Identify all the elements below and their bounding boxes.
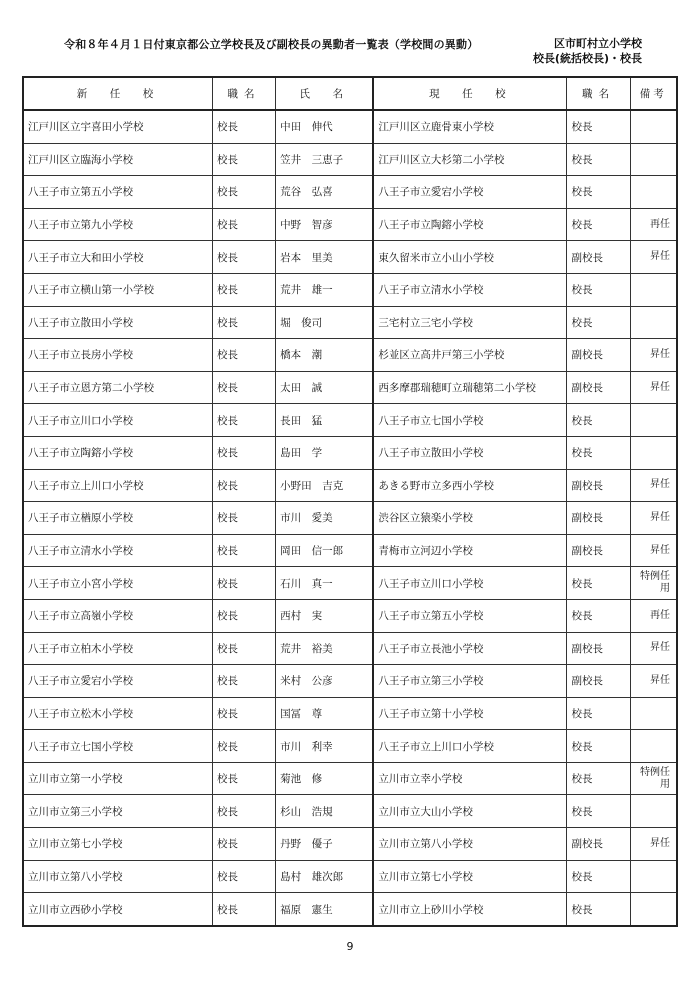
note-cell	[630, 143, 677, 176]
current-position-cell: 校長	[567, 306, 630, 339]
table-row	[23, 273, 677, 306]
current-school-cell: 西多摩郡瑞穂町立瑞穂第二小学校	[373, 371, 567, 404]
new-school-cell: 立川市立第一小学校	[23, 762, 212, 795]
table-row	[23, 436, 677, 469]
new-position-cell: 校長	[212, 110, 275, 143]
table-row	[23, 599, 677, 632]
current-position-cell: 校長	[567, 404, 630, 437]
note-cell: 昇任	[630, 665, 677, 698]
note-cell	[630, 730, 677, 763]
note-cell: 昇任	[630, 339, 677, 372]
name-cell: 岩本 里美	[276, 241, 374, 274]
current-school-cell: 立川市立第八小学校	[373, 828, 567, 861]
new-school-cell: 立川市立第八小学校	[23, 860, 212, 893]
subtitle-school-type: 区市町村立小学校	[554, 37, 642, 50]
new-position-cell: 校長	[212, 730, 275, 763]
header-new-position: 職名	[212, 77, 275, 110]
table-row	[23, 143, 677, 176]
name-cell: 国冨 尊	[276, 697, 374, 730]
name-cell: 島田 学	[276, 436, 374, 469]
table-row	[23, 762, 677, 795]
current-school-cell: 八王子市立愛宕小学校	[373, 176, 567, 209]
current-school-cell: 八王子市立第三小学校	[373, 665, 567, 698]
table-row	[23, 306, 677, 339]
current-position-cell: 副校長	[567, 502, 630, 535]
name-cell: 市川 愛美	[276, 502, 374, 535]
table-row	[23, 534, 677, 567]
new-position-cell: 校長	[212, 241, 275, 274]
note-cell: 昇任	[630, 502, 677, 535]
table-row	[23, 208, 677, 241]
current-position-cell: 校長	[567, 176, 630, 209]
new-position-cell: 校長	[212, 860, 275, 893]
current-position-cell: 校長	[567, 893, 630, 926]
new-position-cell: 校長	[212, 697, 275, 730]
new-position-cell: 校長	[212, 404, 275, 437]
document-title: 令和８年４月１日付東京都公立学校長及び副校長の異動者一覧表（学校間の異動）	[64, 38, 479, 51]
current-school-cell: 八王子市立川口小学校	[373, 567, 567, 600]
new-position-cell: 校長	[212, 143, 275, 176]
new-school-cell: 八王子市立七国小学校	[23, 730, 212, 763]
current-school-cell: 八王子市立長池小学校	[373, 632, 567, 665]
note-cell	[630, 404, 677, 437]
new-school-cell: 江戸川区立臨海小学校	[23, 143, 212, 176]
new-school-cell: 立川市立第三小学校	[23, 795, 212, 828]
header-note: 備考	[630, 77, 677, 110]
table-row	[23, 110, 677, 143]
table-row	[23, 371, 677, 404]
current-position-cell: 校長	[567, 730, 630, 763]
current-position-cell: 校長	[567, 208, 630, 241]
current-school-cell: 渋谷区立猿楽小学校	[373, 502, 567, 535]
note-cell: 再任	[630, 599, 677, 632]
new-school-cell: 八王子市立横山第一小学校	[23, 273, 212, 306]
document-subtitle	[533, 36, 642, 66]
note-cell	[630, 273, 677, 306]
new-school-cell: 八王子市立高嶺小学校	[23, 599, 212, 632]
note-cell	[630, 436, 677, 469]
current-position-cell: 副校長	[567, 469, 630, 502]
note-cell	[630, 795, 677, 828]
new-position-cell: 校長	[212, 567, 275, 600]
new-school-cell: 八王子市立長房小学校	[23, 339, 212, 372]
note-cell: 再任	[630, 208, 677, 241]
name-cell: 橋本 潮	[276, 339, 374, 372]
new-position-cell: 校長	[212, 795, 275, 828]
note-cell: 特例任用	[630, 762, 677, 795]
current-position-cell: 校長	[567, 860, 630, 893]
name-cell: 荒谷 弘喜	[276, 176, 374, 209]
new-position-cell: 校長	[212, 436, 275, 469]
table-row	[23, 176, 677, 209]
note-cell: 昇任	[630, 241, 677, 274]
page-number: 9	[346, 940, 354, 953]
table-row	[23, 632, 677, 665]
new-school-cell: 八王子市立散田小学校	[23, 306, 212, 339]
name-cell: 石川 真一	[276, 567, 374, 600]
name-cell: 中野 智彦	[276, 208, 374, 241]
current-position-cell: 副校長	[567, 828, 630, 861]
current-position-cell: 副校長	[567, 665, 630, 698]
current-position-cell: 校長	[567, 273, 630, 306]
current-school-cell: 青梅市立河辺小学校	[373, 534, 567, 567]
name-cell: 荒井 裕美	[276, 632, 374, 665]
table-row	[23, 730, 677, 763]
new-school-cell: 八王子市立川口小学校	[23, 404, 212, 437]
new-school-cell: 八王子市立第九小学校	[23, 208, 212, 241]
header-current-school: 現 任 校	[373, 77, 567, 110]
new-position-cell: 校長	[212, 534, 275, 567]
new-school-cell: 八王子市立陶鎔小学校	[23, 436, 212, 469]
table-header-row	[23, 77, 677, 110]
name-cell: 福原 憲生	[276, 893, 374, 926]
note-cell	[630, 306, 677, 339]
current-school-cell: 八王子市立散田小学校	[373, 436, 567, 469]
current-position-cell: 校長	[567, 762, 630, 795]
table-row	[23, 567, 677, 600]
new-school-cell: 八王子市立大和田小学校	[23, 241, 212, 274]
new-school-cell: 八王子市立第五小学校	[23, 176, 212, 209]
new-school-cell: 八王子市立上川口小学校	[23, 469, 212, 502]
current-school-cell: 八王子市立清水小学校	[373, 273, 567, 306]
current-position-cell: 副校長	[567, 241, 630, 274]
current-school-cell: 立川市立大山小学校	[373, 795, 567, 828]
current-position-cell: 校長	[567, 567, 630, 600]
new-school-cell: 八王子市立楢原小学校	[23, 502, 212, 535]
current-position-cell: 副校長	[567, 534, 630, 567]
note-cell: 特例任用	[630, 567, 677, 600]
new-school-cell: 立川市立西砂小学校	[23, 893, 212, 926]
note-cell: 昇任	[630, 828, 677, 861]
current-position-cell: 副校長	[567, 371, 630, 404]
new-position-cell: 校長	[212, 273, 275, 306]
note-cell	[630, 893, 677, 926]
note-cell: 昇任	[630, 469, 677, 502]
new-position-cell: 校長	[212, 371, 275, 404]
new-position-cell: 校長	[212, 502, 275, 535]
current-school-cell: 立川市立上砂川小学校	[373, 893, 567, 926]
new-school-cell: 八王子市立柏木小学校	[23, 632, 212, 665]
new-position-cell: 校長	[212, 828, 275, 861]
new-school-cell: 八王子市立恩方第二小学校	[23, 371, 212, 404]
new-school-cell: 江戸川区立宇喜田小学校	[23, 110, 212, 143]
table-row	[23, 502, 677, 535]
table-row	[23, 860, 677, 893]
table-row	[23, 469, 677, 502]
table-row	[23, 795, 677, 828]
name-cell: 丹野 優子	[276, 828, 374, 861]
current-position-cell: 校長	[567, 143, 630, 176]
current-position-cell: 副校長	[567, 632, 630, 665]
note-cell: 昇任	[630, 534, 677, 567]
new-position-cell: 校長	[212, 306, 275, 339]
name-cell: 米村 公彦	[276, 665, 374, 698]
name-cell: 荒井 雄一	[276, 273, 374, 306]
table-row	[23, 404, 677, 437]
current-position-cell: 校長	[567, 110, 630, 143]
new-position-cell: 校長	[212, 632, 275, 665]
new-school-cell: 八王子市立小宮小学校	[23, 567, 212, 600]
new-position-cell: 校長	[212, 665, 275, 698]
note-cell	[630, 110, 677, 143]
current-school-cell: 八王子市立第十小学校	[373, 697, 567, 730]
current-school-cell: 八王子市立上川口小学校	[373, 730, 567, 763]
current-position-cell: 校長	[567, 599, 630, 632]
note-cell	[630, 176, 677, 209]
transfer-table	[22, 76, 678, 927]
note-cell	[630, 697, 677, 730]
name-cell: 太田 誠	[276, 371, 374, 404]
name-cell: 中田 伸代	[276, 110, 374, 143]
header-new-school: 新 任 校	[23, 77, 212, 110]
table-row	[23, 241, 677, 274]
new-position-cell: 校長	[212, 339, 275, 372]
table-row	[23, 665, 677, 698]
note-cell	[630, 860, 677, 893]
current-school-cell: 八王子市立七国小学校	[373, 404, 567, 437]
name-cell: 笠井 三恵子	[276, 143, 374, 176]
new-school-cell: 八王子市立松木小学校	[23, 697, 212, 730]
name-cell: 西村 実	[276, 599, 374, 632]
new-position-cell: 校長	[212, 893, 275, 926]
name-cell: 小野田 吉克	[276, 469, 374, 502]
subtitle-positions: 校長(統括校長)・校長	[532, 52, 642, 65]
new-position-cell: 校長	[212, 469, 275, 502]
header-name: 氏 名	[276, 77, 374, 110]
new-school-cell: 八王子市立愛宕小学校	[23, 665, 212, 698]
new-position-cell: 校長	[212, 176, 275, 209]
current-position-cell: 校長	[567, 697, 630, 730]
current-school-cell: あきる野市立多西小学校	[373, 469, 567, 502]
header-current-position: 職名	[567, 77, 630, 110]
name-cell: 市川 利幸	[276, 730, 374, 763]
current-school-cell: 江戸川区立鹿骨東小学校	[373, 110, 567, 143]
current-school-cell: 立川市立第七小学校	[373, 860, 567, 893]
new-school-cell: 立川市立第七小学校	[23, 828, 212, 861]
name-cell: 菊池 修	[276, 762, 374, 795]
table-row	[23, 893, 677, 926]
note-cell: 昇任	[630, 632, 677, 665]
table-row	[23, 697, 677, 730]
current-position-cell: 校長	[567, 436, 630, 469]
current-school-cell: 八王子市立第五小学校	[373, 599, 567, 632]
table-body	[23, 110, 677, 926]
new-position-cell: 校長	[212, 762, 275, 795]
new-school-cell: 八王子市立清水小学校	[23, 534, 212, 567]
current-school-cell: 杉並区立高井戸第三小学校	[373, 339, 567, 372]
current-position-cell: 校長	[567, 795, 630, 828]
name-cell: 岡田 信一郎	[276, 534, 374, 567]
current-position-cell: 副校長	[567, 339, 630, 372]
current-school-cell: 立川市立幸小学校	[373, 762, 567, 795]
table-row	[23, 339, 677, 372]
name-cell: 島村 雄次郎	[276, 860, 374, 893]
name-cell: 堀 俊司	[276, 306, 374, 339]
note-cell: 昇任	[630, 371, 677, 404]
current-school-cell: 三宅村立三宅小学校	[373, 306, 567, 339]
new-position-cell: 校長	[212, 599, 275, 632]
current-school-cell: 江戸川区立大杉第二小学校	[373, 143, 567, 176]
new-position-cell: 校長	[212, 208, 275, 241]
current-school-cell: 八王子市立陶鎔小学校	[373, 208, 567, 241]
name-cell: 杉山 浩規	[276, 795, 374, 828]
current-school-cell: 東久留米市立小山小学校	[373, 241, 567, 274]
name-cell: 長田 猛	[276, 404, 374, 437]
table-row	[23, 828, 677, 861]
